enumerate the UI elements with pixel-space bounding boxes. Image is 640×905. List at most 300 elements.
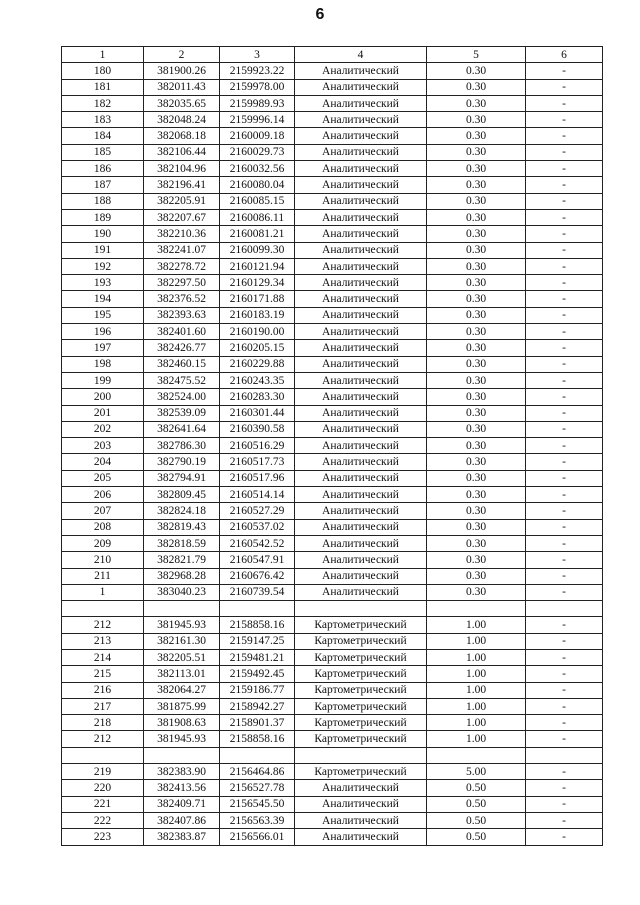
- x-coordinate-cell: 382205.91: [144, 193, 220, 209]
- table-row: [62, 780, 603, 796]
- x-coordinate-cell: 381908.63: [144, 715, 220, 731]
- header-cell: 4: [295, 47, 427, 63]
- point-number-cell: 194: [62, 291, 144, 307]
- accuracy-cell: 0.30: [427, 568, 526, 584]
- y-coordinate-cell: 2156563.39: [220, 812, 295, 828]
- x-coordinate-cell: 382426.77: [144, 340, 220, 356]
- point-number-cell: 201: [62, 405, 144, 421]
- accuracy-cell: 0.30: [427, 340, 526, 356]
- y-coordinate-cell: 2160129.34: [220, 275, 295, 291]
- header-cell: 3: [220, 47, 295, 63]
- table-row: [62, 226, 603, 242]
- point-number-cell: 215: [62, 666, 144, 682]
- table-row: [62, 340, 603, 356]
- table-row: [62, 63, 603, 79]
- x-coordinate-cell: 382035.65: [144, 95, 220, 111]
- y-coordinate-cell: 2160517.96: [220, 470, 295, 486]
- y-coordinate-cell: 2160516.29: [220, 438, 295, 454]
- y-coordinate-cell: 2160547.91: [220, 552, 295, 568]
- x-coordinate-cell: 382196.41: [144, 177, 220, 193]
- note-cell: -: [526, 698, 603, 714]
- note-cell: -: [526, 389, 603, 405]
- page-number: 6: [315, 6, 325, 23]
- point-number-cell: 212: [62, 617, 144, 633]
- method-cell: Аналитический: [295, 128, 427, 144]
- note-cell: -: [526, 764, 603, 780]
- point-number-cell: 198: [62, 356, 144, 372]
- y-coordinate-cell: 2160205.15: [220, 340, 295, 356]
- method-cell: Аналитический: [295, 324, 427, 340]
- x-coordinate-cell: 381875.99: [144, 698, 220, 714]
- method-cell: Аналитический: [295, 193, 427, 209]
- accuracy-cell: 0.30: [427, 193, 526, 209]
- method-cell: [295, 601, 427, 617]
- note-cell: -: [526, 829, 603, 845]
- accuracy-cell: 0.50: [427, 796, 526, 812]
- table-row: [62, 112, 603, 128]
- accuracy-cell: 1.00: [427, 715, 526, 731]
- point-number-cell: 217: [62, 698, 144, 714]
- note-cell: -: [526, 666, 603, 682]
- table-row: [62, 764, 603, 780]
- table-row: [62, 812, 603, 828]
- y-coordinate-cell: 2159923.22: [220, 63, 295, 79]
- table-row: [62, 470, 603, 486]
- note-cell: -: [526, 535, 603, 551]
- table-row: [62, 258, 603, 274]
- note-cell: -: [526, 291, 603, 307]
- table-row: [62, 649, 603, 665]
- x-coordinate-cell: 382297.50: [144, 275, 220, 291]
- x-coordinate-cell: 382460.15: [144, 356, 220, 372]
- x-coordinate-cell: 382383.90: [144, 764, 220, 780]
- y-coordinate-cell: 2158858.16: [220, 731, 295, 747]
- method-cell: Аналитический: [295, 552, 427, 568]
- point-number-cell: 206: [62, 487, 144, 503]
- note-cell: -: [526, 552, 603, 568]
- table-row: [62, 666, 603, 682]
- point-number-cell: 191: [62, 242, 144, 258]
- table-row: [62, 144, 603, 160]
- accuracy-cell: 0.30: [427, 389, 526, 405]
- x-coordinate-cell: 382393.63: [144, 307, 220, 323]
- accuracy-cell: 0.30: [427, 128, 526, 144]
- accuracy-cell: 1.00: [427, 698, 526, 714]
- point-number-cell: 210: [62, 552, 144, 568]
- point-number-cell: 213: [62, 633, 144, 649]
- table-row: [62, 405, 603, 421]
- table-row: [62, 487, 603, 503]
- y-coordinate-cell: 2156527.78: [220, 780, 295, 796]
- x-coordinate-cell: 381945.93: [144, 731, 220, 747]
- table-row: [62, 307, 603, 323]
- table-row: [62, 242, 603, 258]
- method-cell: Аналитический: [295, 112, 427, 128]
- note-cell: -: [526, 780, 603, 796]
- note-cell: -: [526, 470, 603, 486]
- method-cell: Аналитический: [295, 503, 427, 519]
- point-number-cell: 190: [62, 226, 144, 242]
- table-row: [62, 389, 603, 405]
- table-row: [62, 731, 603, 747]
- accuracy-cell: 0.50: [427, 829, 526, 845]
- point-number-cell: 192: [62, 258, 144, 274]
- accuracy-cell: 0.30: [427, 112, 526, 128]
- point-number-cell: 218: [62, 715, 144, 731]
- table-header-row: [62, 47, 603, 63]
- note-cell: -: [526, 226, 603, 242]
- table-row: [62, 682, 603, 698]
- note-cell: -: [526, 812, 603, 828]
- y-coordinate-cell: 2160081.21: [220, 226, 295, 242]
- accuracy-cell: 1.00: [427, 633, 526, 649]
- accuracy-cell: 1.00: [427, 682, 526, 698]
- method-cell: Аналитический: [295, 535, 427, 551]
- table-row: [62, 601, 603, 617]
- accuracy-cell: 1.00: [427, 649, 526, 665]
- x-coordinate-cell: 382161.30: [144, 633, 220, 649]
- note-cell: -: [526, 193, 603, 209]
- point-number-cell: 199: [62, 372, 144, 388]
- method-cell: Аналитический: [295, 470, 427, 486]
- x-coordinate-cell: 382809.45: [144, 487, 220, 503]
- x-coordinate-cell: 382407.86: [144, 812, 220, 828]
- accuracy-cell: 0.30: [427, 584, 526, 600]
- accuracy-cell: 0.50: [427, 812, 526, 828]
- x-coordinate-cell: 382821.79: [144, 552, 220, 568]
- x-coordinate-cell: 382104.96: [144, 161, 220, 177]
- table-row: [62, 128, 603, 144]
- method-cell: Аналитический: [295, 242, 427, 258]
- table-row: [62, 796, 603, 812]
- y-coordinate-cell: [220, 601, 295, 617]
- y-coordinate-cell: 2158901.37: [220, 715, 295, 731]
- note-cell: -: [526, 405, 603, 421]
- note-cell: -: [526, 487, 603, 503]
- method-cell: Аналитический: [295, 829, 427, 845]
- table-row: [62, 275, 603, 291]
- x-coordinate-cell: 382064.27: [144, 682, 220, 698]
- method-cell: Аналитический: [295, 421, 427, 437]
- x-coordinate-cell: 381900.26: [144, 63, 220, 79]
- point-number-cell: 187: [62, 177, 144, 193]
- point-number-cell: 223: [62, 829, 144, 845]
- method-cell: Аналитический: [295, 144, 427, 160]
- table-row: [62, 324, 603, 340]
- y-coordinate-cell: 2158858.16: [220, 617, 295, 633]
- note-cell: -: [526, 617, 603, 633]
- table-row: [62, 454, 603, 470]
- x-coordinate-cell: 382790.19: [144, 454, 220, 470]
- note-cell: -: [526, 112, 603, 128]
- note-cell: -: [526, 372, 603, 388]
- y-coordinate-cell: 2159978.00: [220, 79, 295, 95]
- method-cell: Аналитический: [295, 405, 427, 421]
- accuracy-cell: 0.30: [427, 552, 526, 568]
- point-number-cell: 200: [62, 389, 144, 405]
- x-coordinate-cell: 382786.30: [144, 438, 220, 454]
- method-cell: Аналитический: [295, 812, 427, 828]
- x-coordinate-cell: 383040.23: [144, 584, 220, 600]
- point-number-cell: 212: [62, 731, 144, 747]
- note-cell: -: [526, 258, 603, 274]
- note-cell: -: [526, 731, 603, 747]
- accuracy-cell: 0.30: [427, 242, 526, 258]
- x-coordinate-cell: 382819.43: [144, 519, 220, 535]
- y-coordinate-cell: 2160009.18: [220, 128, 295, 144]
- point-number-cell: 211: [62, 568, 144, 584]
- coordinates-table: [61, 46, 603, 846]
- x-coordinate-cell: 382524.00: [144, 389, 220, 405]
- y-coordinate-cell: 2159481.21: [220, 649, 295, 665]
- accuracy-cell: 0.30: [427, 95, 526, 111]
- y-coordinate-cell: 2160086.11: [220, 209, 295, 225]
- x-coordinate-cell: 382241.07: [144, 242, 220, 258]
- point-number-cell: 197: [62, 340, 144, 356]
- note-cell: -: [526, 568, 603, 584]
- accuracy-cell: 5.00: [427, 764, 526, 780]
- header-cell: 6: [526, 47, 603, 63]
- x-coordinate-cell: 382113.01: [144, 666, 220, 682]
- method-cell: Аналитический: [295, 487, 427, 503]
- y-coordinate-cell: 2159186.77: [220, 682, 295, 698]
- method-cell: Картометрический: [295, 649, 427, 665]
- table-row: [62, 715, 603, 731]
- accuracy-cell: 0.30: [427, 421, 526, 437]
- y-coordinate-cell: 2156464.86: [220, 764, 295, 780]
- point-number-cell: 180: [62, 63, 144, 79]
- x-coordinate-cell: 382641.64: [144, 421, 220, 437]
- note-cell: -: [526, 161, 603, 177]
- y-coordinate-cell: 2160517.73: [220, 454, 295, 470]
- y-coordinate-cell: 2160514.14: [220, 487, 295, 503]
- point-number-cell: 208: [62, 519, 144, 535]
- method-cell: Аналитический: [295, 307, 427, 323]
- table-row: [62, 372, 603, 388]
- table-row: [62, 617, 603, 633]
- point-number-cell: 219: [62, 764, 144, 780]
- method-cell: Аналитический: [295, 389, 427, 405]
- point-number-cell: 181: [62, 79, 144, 95]
- accuracy-cell: 0.30: [427, 535, 526, 551]
- point-number-cell: 1: [62, 584, 144, 600]
- accuracy-cell: 0.30: [427, 356, 526, 372]
- point-number-cell: 189: [62, 209, 144, 225]
- note-cell: [526, 601, 603, 617]
- accuracy-cell: 0.30: [427, 63, 526, 79]
- note-cell: -: [526, 715, 603, 731]
- table-row: [62, 79, 603, 95]
- header-cell: 2: [144, 47, 220, 63]
- accuracy-cell: 0.30: [427, 470, 526, 486]
- y-coordinate-cell: 2160243.35: [220, 372, 295, 388]
- method-cell: Аналитический: [295, 63, 427, 79]
- y-coordinate-cell: 2160301.44: [220, 405, 295, 421]
- method-cell: Аналитический: [295, 258, 427, 274]
- y-coordinate-cell: 2160032.56: [220, 161, 295, 177]
- table-row: [62, 421, 603, 437]
- point-number-cell: 185: [62, 144, 144, 160]
- x-coordinate-cell: 382106.44: [144, 144, 220, 160]
- y-coordinate-cell: 2160739.54: [220, 584, 295, 600]
- table-row: [62, 291, 603, 307]
- note-cell: -: [526, 340, 603, 356]
- y-coordinate-cell: 2160229.88: [220, 356, 295, 372]
- y-coordinate-cell: 2160542.52: [220, 535, 295, 551]
- note-cell: -: [526, 79, 603, 95]
- table-row: [62, 584, 603, 600]
- y-coordinate-cell: 2159147.25: [220, 633, 295, 649]
- y-coordinate-cell: 2160171.88: [220, 291, 295, 307]
- method-cell: Аналитический: [295, 356, 427, 372]
- accuracy-cell: 0.30: [427, 177, 526, 193]
- note-cell: -: [526, 324, 603, 340]
- method-cell: Картометрический: [295, 617, 427, 633]
- header-cell: 5: [427, 47, 526, 63]
- x-coordinate-cell: 381945.93: [144, 617, 220, 633]
- method-cell: Картометрический: [295, 764, 427, 780]
- method-cell: Картометрический: [295, 698, 427, 714]
- method-cell: Картометрический: [295, 666, 427, 682]
- point-number-cell: 195: [62, 307, 144, 323]
- accuracy-cell: 1.00: [427, 731, 526, 747]
- note-cell: -: [526, 275, 603, 291]
- point-number-cell: 222: [62, 812, 144, 828]
- method-cell: Аналитический: [295, 161, 427, 177]
- table-row: [62, 503, 603, 519]
- x-coordinate-cell: [144, 601, 220, 617]
- table-row: [62, 438, 603, 454]
- point-number-cell: 203: [62, 438, 144, 454]
- method-cell: Аналитический: [295, 584, 427, 600]
- y-coordinate-cell: 2160121.94: [220, 258, 295, 274]
- point-number-cell: 214: [62, 649, 144, 665]
- x-coordinate-cell: 382376.52: [144, 291, 220, 307]
- x-coordinate-cell: 382475.52: [144, 372, 220, 388]
- x-coordinate-cell: [144, 747, 220, 763]
- accuracy-cell: 0.30: [427, 226, 526, 242]
- y-coordinate-cell: 2156566.01: [220, 829, 295, 845]
- x-coordinate-cell: 382048.24: [144, 112, 220, 128]
- y-coordinate-cell: 2160527.29: [220, 503, 295, 519]
- x-coordinate-cell: 382794.91: [144, 470, 220, 486]
- note-cell: -: [526, 177, 603, 193]
- note-cell: -: [526, 95, 603, 111]
- method-cell: Аналитический: [295, 780, 427, 796]
- header-cell: 1: [62, 47, 144, 63]
- table-row: [62, 161, 603, 177]
- accuracy-cell: 0.30: [427, 372, 526, 388]
- accuracy-cell: 1.00: [427, 666, 526, 682]
- accuracy-cell: 0.30: [427, 307, 526, 323]
- point-number-cell: 188: [62, 193, 144, 209]
- method-cell: Картометрический: [295, 715, 427, 731]
- table-row: [62, 568, 603, 584]
- accuracy-cell: 0.30: [427, 161, 526, 177]
- y-coordinate-cell: 2160190.00: [220, 324, 295, 340]
- accuracy-cell: 0.30: [427, 405, 526, 421]
- accuracy-cell: 0.30: [427, 454, 526, 470]
- note-cell: -: [526, 421, 603, 437]
- y-coordinate-cell: 2156545.50: [220, 796, 295, 812]
- note-cell: -: [526, 649, 603, 665]
- note-cell: -: [526, 209, 603, 225]
- accuracy-cell: 0.30: [427, 503, 526, 519]
- point-number-cell: 183: [62, 112, 144, 128]
- point-number-cell: 207: [62, 503, 144, 519]
- accuracy-cell: 0.30: [427, 324, 526, 340]
- method-cell: Аналитический: [295, 226, 427, 242]
- note-cell: -: [526, 128, 603, 144]
- accuracy-cell: [427, 747, 526, 763]
- method-cell: Картометрический: [295, 682, 427, 698]
- x-coordinate-cell: 382818.59: [144, 535, 220, 551]
- note-cell: -: [526, 633, 603, 649]
- y-coordinate-cell: 2160390.58: [220, 421, 295, 437]
- accuracy-cell: 0.30: [427, 258, 526, 274]
- table-row: [62, 747, 603, 763]
- x-coordinate-cell: 382278.72: [144, 258, 220, 274]
- point-number-cell: 184: [62, 128, 144, 144]
- point-number-cell: [62, 601, 144, 617]
- coordinates-table-body: [62, 47, 603, 846]
- table-row: [62, 209, 603, 225]
- table-row: [62, 356, 603, 372]
- method-cell: Аналитический: [295, 340, 427, 356]
- accuracy-cell: 0.50: [427, 780, 526, 796]
- method-cell: Аналитический: [295, 291, 427, 307]
- x-coordinate-cell: 382401.60: [144, 324, 220, 340]
- table-row: [62, 535, 603, 551]
- point-number-cell: 209: [62, 535, 144, 551]
- y-coordinate-cell: 2160099.30: [220, 242, 295, 258]
- x-coordinate-cell: 382413.56: [144, 780, 220, 796]
- x-coordinate-cell: 382207.67: [144, 209, 220, 225]
- accuracy-cell: 0.30: [427, 144, 526, 160]
- x-coordinate-cell: 382968.28: [144, 568, 220, 584]
- table-row: [62, 552, 603, 568]
- y-coordinate-cell: 2160676.42: [220, 568, 295, 584]
- method-cell: Аналитический: [295, 796, 427, 812]
- method-cell: Картометрический: [295, 633, 427, 649]
- accuracy-cell: 0.30: [427, 519, 526, 535]
- point-number-cell: 205: [62, 470, 144, 486]
- table-row: [62, 633, 603, 649]
- note-cell: -: [526, 438, 603, 454]
- y-coordinate-cell: 2159996.14: [220, 112, 295, 128]
- method-cell: Аналитический: [295, 209, 427, 225]
- point-number-cell: 204: [62, 454, 144, 470]
- point-number-cell: 193: [62, 275, 144, 291]
- note-cell: -: [526, 454, 603, 470]
- note-cell: -: [526, 584, 603, 600]
- method-cell: [295, 747, 427, 763]
- point-number-cell: 221: [62, 796, 144, 812]
- x-coordinate-cell: 382068.18: [144, 128, 220, 144]
- x-coordinate-cell: 382539.09: [144, 405, 220, 421]
- accuracy-cell: 0.30: [427, 79, 526, 95]
- table-row: [62, 177, 603, 193]
- note-cell: -: [526, 503, 603, 519]
- x-coordinate-cell: 382205.51: [144, 649, 220, 665]
- method-cell: Аналитический: [295, 568, 427, 584]
- x-coordinate-cell: 382409.71: [144, 796, 220, 812]
- accuracy-cell: [427, 601, 526, 617]
- method-cell: Аналитический: [295, 275, 427, 291]
- accuracy-cell: 0.30: [427, 209, 526, 225]
- note-cell: -: [526, 242, 603, 258]
- table-row: [62, 698, 603, 714]
